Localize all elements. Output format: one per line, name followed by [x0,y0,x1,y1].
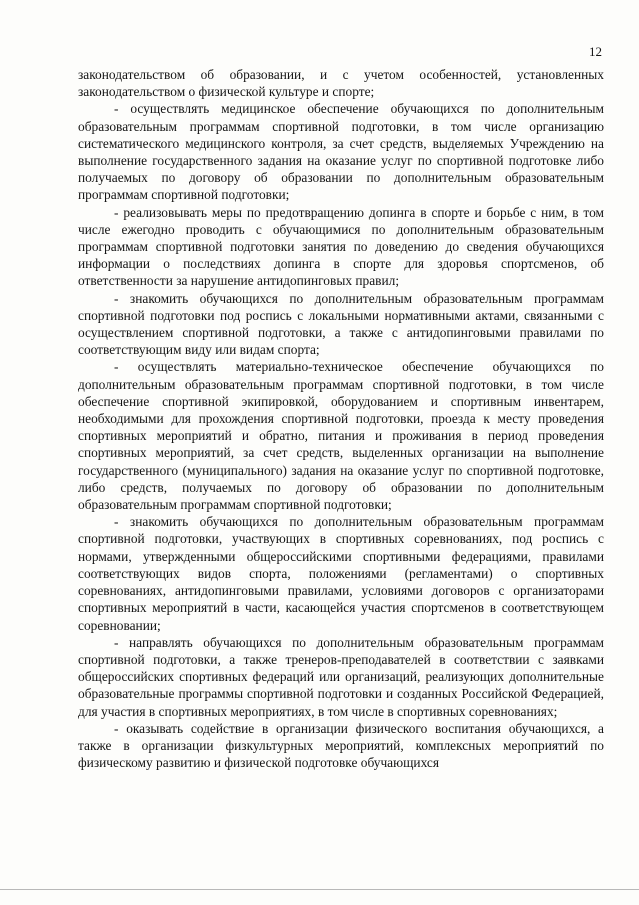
paragraph: - знакомить обучающихся по дополнительным образовательным программам спортивной подготовки под роспись с локальными нормативными актами, связанными с осуществлением спортивной подготовки, а также с антидопинговыми правилами по соответствующим виду или видам спорта; [78,290,604,358]
paragraph: - реализовывать меры по предотвращению допинга в спорте и борьбе с ним, в том числе ежегодно проводить с обучающимися по дополнительным образовательным программам спортивной подготовки занятия по доведению до сведения обучающихся информации о последствиях допинга в спорте для здоровья спортсменов, об ответственности за нарушение антидопинговых правил; [78,204,604,289]
paragraph: - оказывать содействие в организации физического воспитания обучающихся, а также в организации физкультурных мероприятий, комплексных мероприятий по физическому развитию и физической подготовке обучающихся [78,720,604,771]
paragraph: - осуществлять медицинское обеспечение обучающихся по дополнительным образовательным программам спортивной подготовки, в том числе организацию систематического медицинского контроля, за счет средств, выделяемых Учреждению на выполнение государственного задания на оказание услуг по спортивной подготовке либо получаемых по договору об образовании по дополнительным образовательным программам спортивной подготовки; [78,101,604,203]
page-number: 12 [589,44,602,59]
document-body [78,66,604,771]
paragraph: - осуществлять материально-техническое обеспечение обучающихся по дополнительным образовательным программам спортивной подготовки, в том числе обеспечение спортивной экипировкой, оборудованием и спортивным инвентарем, необходимыми для прохождения спортивной подготовки, проезда к месту проведения спортивных мероприятий и обратно, питания и проживания в период проведения спортивных мероприятий, за счет средств, выделенных организации на выполнение государственного (муниципального) задания на оказание услуг по спортивной подготовке, либо средств, получаемых по договору об образовании по дополнительным образовательным программам спортивной подготовки; [78,359,604,513]
scan-edge-divider [0,889,639,890]
paragraph: - направлять обучающихся по дополнительным образовательным программам спортивной подготовки, а также тренеров-преподавателей в соответствии с заявками общероссийских спортивных федераций или организаций, реализующих дополнительные образовательные программы спортивной подготовки и созданных Российской Федерацией, для участия в спортивных мероприятиях, в том числе в спортивных соревнованиях; [78,634,604,719]
paragraph: законодательством об образовании, и с учетом особенностей, установленных законодательством о физической культуре и спорте; [78,67,604,100]
paragraph: - знакомить обучающихся по дополнительным образовательным программам спортивной подготовки, участвующих в спортивных соревнованиях, под роспись с нормами, утвержденными общероссийскими спортивными федерациями, правилами соответствующих видов спорта, положениями (регламентами) о спортивных соревнованиях, антидопинговыми правилами, условиями договоров с организаторами спортивных мероприятий в части, касающейся участия спортсменов в соответствующем соревновании; [78,514,604,633]
